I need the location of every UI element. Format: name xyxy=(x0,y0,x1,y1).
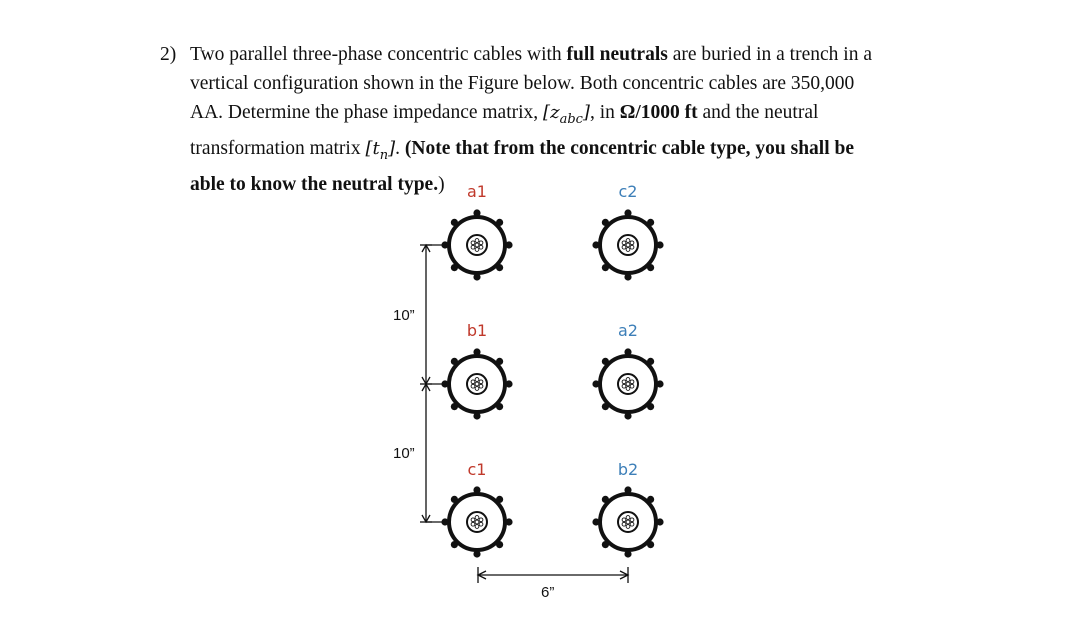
neutral-strand xyxy=(624,550,631,557)
neutral-strand xyxy=(656,241,663,248)
neutral-strand xyxy=(473,348,480,355)
neutral-strand xyxy=(647,219,654,226)
cable-label: a2 xyxy=(618,321,638,340)
neutral-strand xyxy=(602,219,609,226)
math-term: [z xyxy=(543,102,560,123)
math-term: ] xyxy=(582,102,590,123)
cable-a2 xyxy=(592,321,663,420)
cable-b2 xyxy=(592,460,663,558)
neutral-strand xyxy=(602,358,609,365)
phase-conductor xyxy=(467,235,487,255)
neutral-strand xyxy=(473,412,480,419)
bold-text: Ω/1000 ft xyxy=(619,102,698,123)
text-run: , in xyxy=(589,102,620,123)
neutral-strand xyxy=(441,241,448,248)
neutral-strand xyxy=(656,380,663,387)
neutral-strand xyxy=(602,541,609,548)
neutral-strand xyxy=(647,403,654,410)
cable-b1 xyxy=(441,321,512,420)
cable-a1 xyxy=(441,182,512,281)
cable-c1 xyxy=(441,460,512,558)
cable-label: a1 xyxy=(467,182,487,201)
neutral-strand xyxy=(473,486,480,493)
neutral-strand xyxy=(473,550,480,557)
neutral-strand xyxy=(496,264,503,271)
neutral-strand xyxy=(496,496,503,503)
cable-label: b1 xyxy=(466,321,488,340)
math-term: abc xyxy=(559,111,583,127)
neutral-strand xyxy=(624,486,631,493)
phase-conductor xyxy=(467,374,487,394)
text-run: Two parallel three-phase concentric cables with xyxy=(190,44,567,65)
phase-conductor xyxy=(467,512,487,532)
neutral-strand xyxy=(451,541,458,548)
math-term: ] xyxy=(388,137,396,159)
neutral-strand xyxy=(473,209,480,216)
cable-c2 xyxy=(592,182,663,281)
text-run: and the neutral xyxy=(697,102,819,123)
neutral-strand xyxy=(602,403,609,410)
bold-text: (Note that from the concentric cable type, you shall be xyxy=(404,137,855,159)
text-run: are buried in a trench in a xyxy=(667,44,872,65)
neutral-strand xyxy=(451,264,458,271)
neutral-strand xyxy=(624,348,631,355)
neutral-strand xyxy=(592,241,599,248)
neutral-strand xyxy=(451,403,458,410)
text-run: . xyxy=(395,137,405,159)
neutral-strand xyxy=(647,541,654,548)
neutral-strand xyxy=(451,358,458,365)
neutral-strand xyxy=(505,380,512,387)
neutral-strand xyxy=(647,358,654,365)
neutral-strand xyxy=(496,219,503,226)
neutral-strand xyxy=(496,403,503,410)
neutral-strand xyxy=(451,219,458,226)
neutral-strand xyxy=(647,496,654,503)
neutral-strand xyxy=(602,264,609,271)
neutral-strand xyxy=(602,496,609,503)
neutral-strand xyxy=(496,541,503,548)
cable-label: c2 xyxy=(618,182,638,201)
neutral-strand xyxy=(624,412,631,419)
neutral-strand xyxy=(496,358,503,365)
neutral-strand xyxy=(592,518,599,525)
text-run: ) xyxy=(438,173,445,195)
text-run: AA. Determine the phase impedance matrix, xyxy=(190,102,544,123)
bold-text: full neutrals xyxy=(566,44,668,65)
horizontal-dimension xyxy=(478,567,628,583)
phase-conductor xyxy=(618,235,638,255)
neutral-strand xyxy=(624,273,631,280)
cable-label: c1 xyxy=(467,460,487,479)
neutral-strand xyxy=(505,241,512,248)
math-term: [t xyxy=(365,137,380,159)
text-run: vertical configuration shown in the Figure below. Both concentric cables are 350,000 xyxy=(190,73,855,94)
cable-label: b2 xyxy=(617,460,639,479)
vertical-spacing-label-upper: 10” xyxy=(393,307,415,324)
neutral-strand xyxy=(441,518,448,525)
text-run: transformation matrix xyxy=(190,137,366,159)
neutral-strand xyxy=(656,518,663,525)
problem-number: 2) xyxy=(160,44,177,65)
neutral-strand xyxy=(647,264,654,271)
cables xyxy=(441,182,663,558)
horizontal-spacing-label: 6” xyxy=(541,584,555,601)
phase-conductor xyxy=(618,374,638,394)
neutral-strand xyxy=(473,273,480,280)
neutral-strand xyxy=(451,496,458,503)
phase-conductor xyxy=(618,512,638,532)
vertical-dimension xyxy=(420,245,444,522)
neutral-strand xyxy=(624,209,631,216)
neutral-strand xyxy=(592,380,599,387)
neutral-strand xyxy=(505,518,512,525)
vertical-spacing-label-lower: 10” xyxy=(393,445,415,462)
math-term: n xyxy=(379,147,389,163)
neutral-strand xyxy=(441,380,448,387)
bold-text: able to know the neutral type. xyxy=(190,173,439,195)
